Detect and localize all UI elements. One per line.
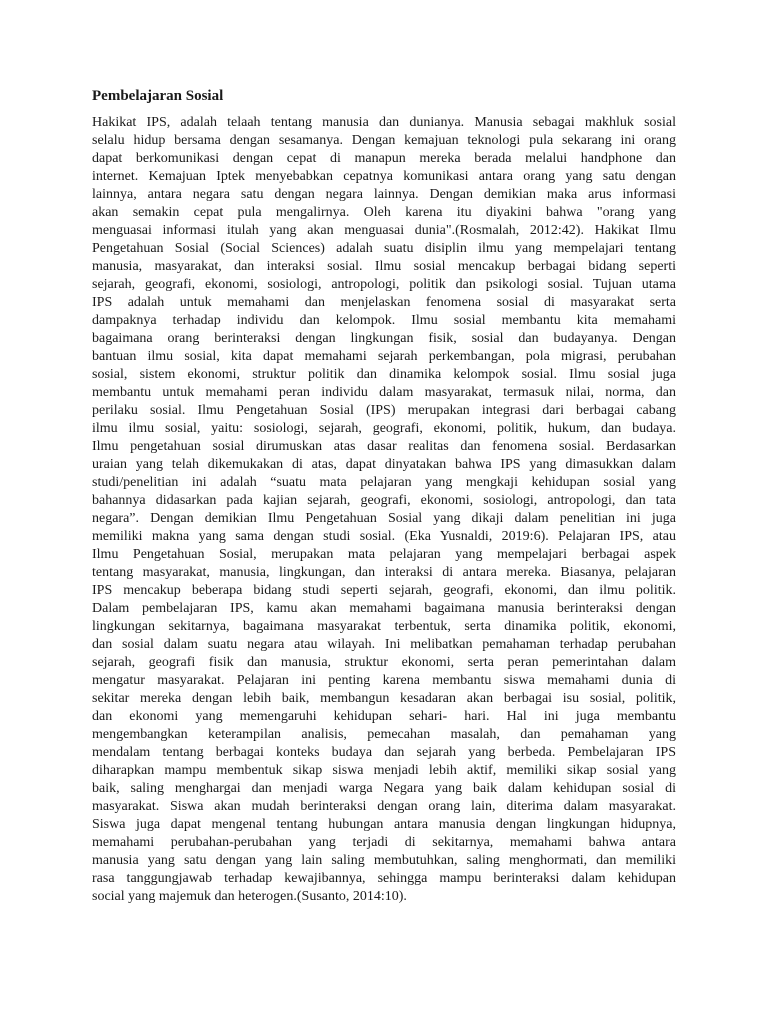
paragraph-line: social yang majemuk dan heterogen.(Susanto, 2014:10).	[92, 889, 407, 904]
paragraph-line: dapat berkomunikasi dengan cepat di manapun mereka berada melalui handphone dan	[92, 151, 676, 166]
paragraph-line: memiliki makna yang sama dengan studi sosial. (Eka Yusnaldi, 2019:6). Pelajaran IPS, atau	[92, 529, 676, 544]
paragraph-line: mengatur masyarakat. Pelajaran ini penting karena membantu siswa memahami dunia di	[92, 673, 676, 688]
paragraph-line: manusia yang satu dengan yang lain saling membutuhkan, saling menghormati, dan memiliki	[92, 853, 676, 868]
paragraph-line: dan sosial dalam suatu negara atau wilayah. Ini melibatkan pemahaman terhadap perubahan	[92, 637, 676, 652]
paragraph-line: lingkungan sekitarnya, bagaimana masyarakat terbentuk, serta dinamika politik, ekonomi,	[92, 619, 676, 634]
paragraph-line: memahami perubahan-perubahan yang terjadi di sekitarnya, memahami bahwa antara	[92, 835, 676, 850]
paragraph-line: IPS adalah untuk memahami dan menjelaskan fenomena sosial di masyarakat serta	[92, 295, 676, 310]
paragraph-line: manusia, masyarakat, dan interaksi sosial. Ilmu sosial mencakup berbagai bidang seperti	[92, 259, 676, 274]
paragraph-line: sekitar mereka dengan lebih baik, membangun kesadaran akan berbagai isu sosial, politik,	[92, 691, 676, 706]
paragraph-line: internet. Kemajuan Iptek menyebabkan cepatnya komunikasi antara orang yang satu dengan	[92, 169, 676, 184]
paragraph-line: Ilmu Pengetahuan Sosial, merupakan mata pelajaran yang mempelajari berbagai aspek	[92, 547, 676, 562]
paragraph-line: Hakikat IPS, adalah telaah tentang manusia dan dunianya. Manusia sebagai makhluk sosial	[92, 115, 676, 130]
paragraph-line: selalu hidup bersama dengan sesamanya. Dengan kemajuan teknologi pula sekarang ini orang	[92, 133, 676, 148]
paragraph-line: bantuan ilmu sosial, kita dapat memahami sejarah perkembangan, pola migrasi, perubahan	[92, 349, 676, 364]
paragraph-line: lainnya, antara negara satu dengan negara lainnya. Dengan demikian maka arus informasi	[92, 187, 676, 202]
paragraph-line: rasa tanggungjawab terhadap kewajibannya, sehingga mampu berinteraksi dalam kehidupan	[92, 871, 676, 886]
paragraph-line: diharapkan mampu membentuk sikap siswa menjadi lebih aktif, memiliki sikap sosial yang	[92, 763, 676, 778]
document-title: Pembelajaran Sosial	[92, 88, 224, 104]
paragraph-line: akan semakin cepat pula mengalirnya. Oleh karena itu diyakini bahwa "orang yang	[92, 205, 676, 220]
paragraph-line: negara”. Dengan demikian Ilmu Pengetahuan Sosial yang dikaji dalam penelitian ini juga	[92, 511, 676, 526]
paragraph-line: ilmu ilmu sosial, yaitu: sosiologi, sejarah, geografi, ekonomi, politik, hukum, dan budaya.	[92, 421, 676, 436]
paragraph-line: baik, saling menghargai dan menjadi warga Negara yang baik dalam kehidupan sosial di	[92, 781, 676, 796]
paragraph-line: masyarakat. Siswa akan mudah berinteraksi dengan orang lain, diterima dalam masyarakat.	[92, 799, 676, 814]
document-body	[92, 114, 676, 906]
paragraph-line: bagaimana orang berinteraksi dengan lingkungan fisik, sosial dan budayanya. Dengan	[92, 331, 676, 346]
paragraph-line: uraian yang telah dikemukakan di atas, dapat dinyatakan bahwa IPS yang dimasukkan dalam	[92, 457, 676, 472]
paragraph-line: mengembangkan keterampilan analisis, pemecahan masalah, dan pemahaman yang	[92, 727, 676, 742]
paragraph-line: membantu untuk memahami peran individu dalam masyarakat, termasuk nilai, norma, dan	[92, 385, 676, 400]
paragraph-line: menguasai informasi itulah yang akan menguasai dunia".(Rosmalah, 2012:42). Hakikat Ilmu	[92, 223, 676, 238]
paragraph-line: dampaknya terhadap individu dan kelompok. Ilmu sosial membantu kita memahami	[92, 313, 676, 328]
paragraph-line: mendalam tentang berbagai konteks budaya dan sejarah yang berbeda. Pembelajaran IPS	[92, 745, 676, 760]
paragraph-line: studi/penelitian ini adalah “suatu mata pelajaran yang mengkaji kehidupan sosial yang	[92, 475, 676, 490]
paragraph-line: sosial, sistem ekonomi, struktur politik dan dinamika kelompok sosial. Ilmu sosial juga	[92, 367, 676, 382]
paragraph-line: Ilmu pengetahuan sosial dirumuskan atas dasar realitas dan fenomena sosial. Berdasarkan	[92, 439, 676, 454]
paragraph-line: Siswa juga dapat mengenal tentang hubungan antara manusia dengan lingkungan hidupnya,	[92, 817, 676, 832]
paragraph-line: bahannya didasarkan pada kajian sejarah, geografi, ekonomi, sosiologi, antropologi, dan tata	[92, 493, 676, 508]
paragraph-line: IPS mencakup beberapa bidang studi seperti sejarah, geografi, ekonomi, dan ilmu politik.	[92, 583, 676, 598]
paragraph-line: sejarah, geografi, ekonomi, sosiologi, antropologi, politik dan psikologi sosial. Tujuan utama	[92, 277, 676, 292]
paragraph-line: sejarah, geografi fisik dan manusia, struktur ekonomi, serta peran pemerintahan dalam	[92, 655, 676, 670]
paragraph-line: tentang masyarakat, manusia, lingkungan, dan interaksi di antara mereka. Biasanya, pelajaran	[92, 565, 676, 580]
paragraph-line: dan ekonomi yang memengaruhi kehidupan sehari- hari. Hal ini juga membantu	[92, 709, 676, 724]
paragraph-line: Dalam pembelajaran IPS, kamu akan memahami bagaimana manusia berinteraksi dengan	[92, 601, 676, 616]
paragraph-line: Pengetahuan Sosial (Social Sciences) adalah suatu disiplin ilmu yang mempelajari tentang	[92, 241, 676, 256]
paragraph-line: perilaku sosial. Ilmu Pengetahuan Sosial (IPS) merupakan integrasi dari berbagai cabang	[92, 403, 676, 418]
